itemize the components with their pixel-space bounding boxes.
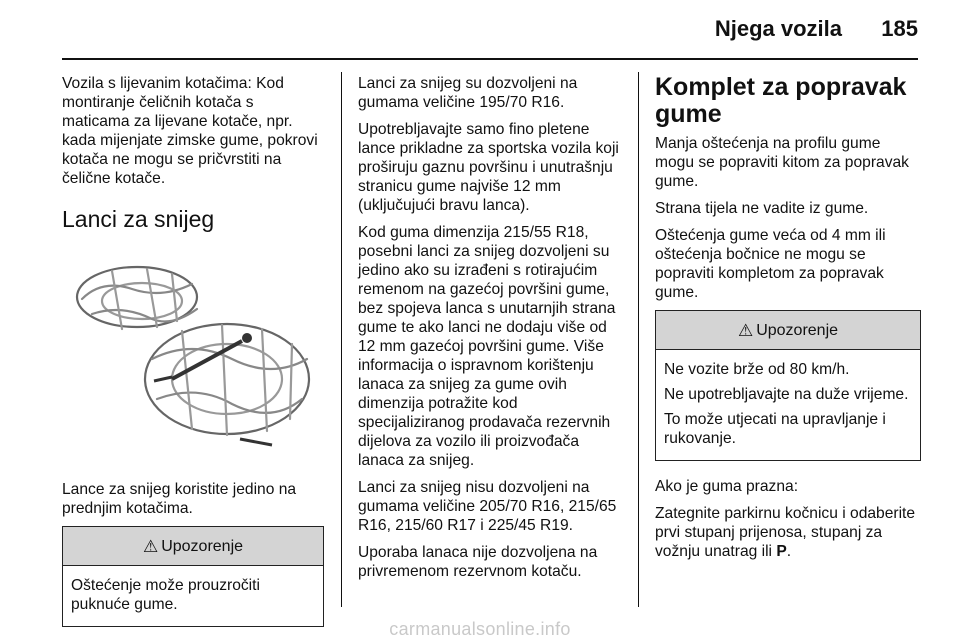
column-divider [638,72,639,607]
figure-caption: Lance za snijeg koristite jedino na prednjim kotačima. [62,481,297,517]
section-heading-repair-kit: Komplet za popravak gume [655,73,907,128]
warning-body [63,566,323,626]
warning-triangle-icon: ⚠ [142,536,159,556]
paragraph: Kod guma dimenzija 215/55 R18, posebni lanci za snijeg dozvoljeni su jedino ako su izrađeni s rotirajućim remenom na gazećoj površini gume, bez spojeva lanca s unutarnjih strana gume te ako lanci ne dodaju više od 12 mm gazećoj površini gume. Više informacija o ispravnom korištenju lanaca za snijeg za gume ovih dimenzija potražite kod specijaliziranog prodavača rezervnih dijelova za vozilo ili proizvođača lanaca za snijeg. [358,224,616,469]
warning-item: Ne vozite brže od 80 km/h. [664,361,850,378]
warning-box [62,526,324,627]
warning-box [655,310,921,461]
warning-text: Oštećenje može prouzročiti puknuće gume. [71,577,260,613]
paragraph-with-bold [655,504,921,561]
paragraph: Uporaba lanaca nije dozvoljena na privremenom rezervnom kotaču. [358,544,598,580]
paragraph: Strana tijela ne vadite iz gume. [655,200,869,217]
paragraph: Lanci za snijeg nisu dozvoljeni na gumama veličine 205/70 R16, 215/65 R16, 215/60 R17 i 225/45 R19. [358,479,617,534]
page-number: 185 [881,16,918,41]
paragraph-end: . [786,543,792,560]
section-heading-snow-chains: Lanci za snijeg [62,206,215,232]
warning-title: Upozorenje [756,321,839,339]
paragraph-text: Zategnite parkirnu kočnicu i odaberite prvi stupanj prijenosa, stupanj za vožnju unatrag ili [655,505,916,560]
watermark: carmanualsonline.info [389,619,571,639]
paragraph: Upotrebljavajte samo fino pletene lance prikladne za sportska vozila koji proširuju gaznu površinu i unutrašnju stranicu gume najviše 12 mm (uključujući bravu lanca). [358,121,619,214]
warning-header [63,527,323,566]
chapter-title: Njega vozila [714,16,842,41]
column-middle [358,74,622,589]
warning-item: To može utjecati na upravljanje i rukovanje. [664,411,886,447]
warning-header [656,311,920,350]
paragraph: Lanci za snijeg su dozvoljeni na gumama veličine 195/70 R16. [358,75,578,111]
snow-chains-illustration [62,249,324,463]
paragraph: Manja oštećenja na profilu gume mogu se popraviti kitom za popravak gume. [655,135,909,190]
warning-triangle-icon: ⚠ [737,320,754,340]
intro-paragraph: Vozila s lijevanim kotačima: Kod montiranje čeličnih kotača s maticama za lijevane kotače, npr. kada mijenjate zimske gume, pokrovi kotača ne mogu se pričvrstiti na čelične kotače. [62,75,318,187]
warning-title: Upozorenje [161,537,244,555]
column-left [62,74,324,627]
column-right [655,74,921,569]
header-rule [62,58,918,60]
warning-item: Ne upotrebljavajte na duže vrijeme. [664,386,909,403]
gear-p-label: P [776,543,787,560]
warning-body [656,350,920,460]
page-header [0,0,960,62]
column-divider [341,72,342,607]
paragraph: Oštećenja gume veća od 4 mm ili oštećenja bočnice ne mogu se popraviti kompletom za popravak gume. [655,227,886,301]
paragraph: Ako je guma prazna: [655,478,799,495]
